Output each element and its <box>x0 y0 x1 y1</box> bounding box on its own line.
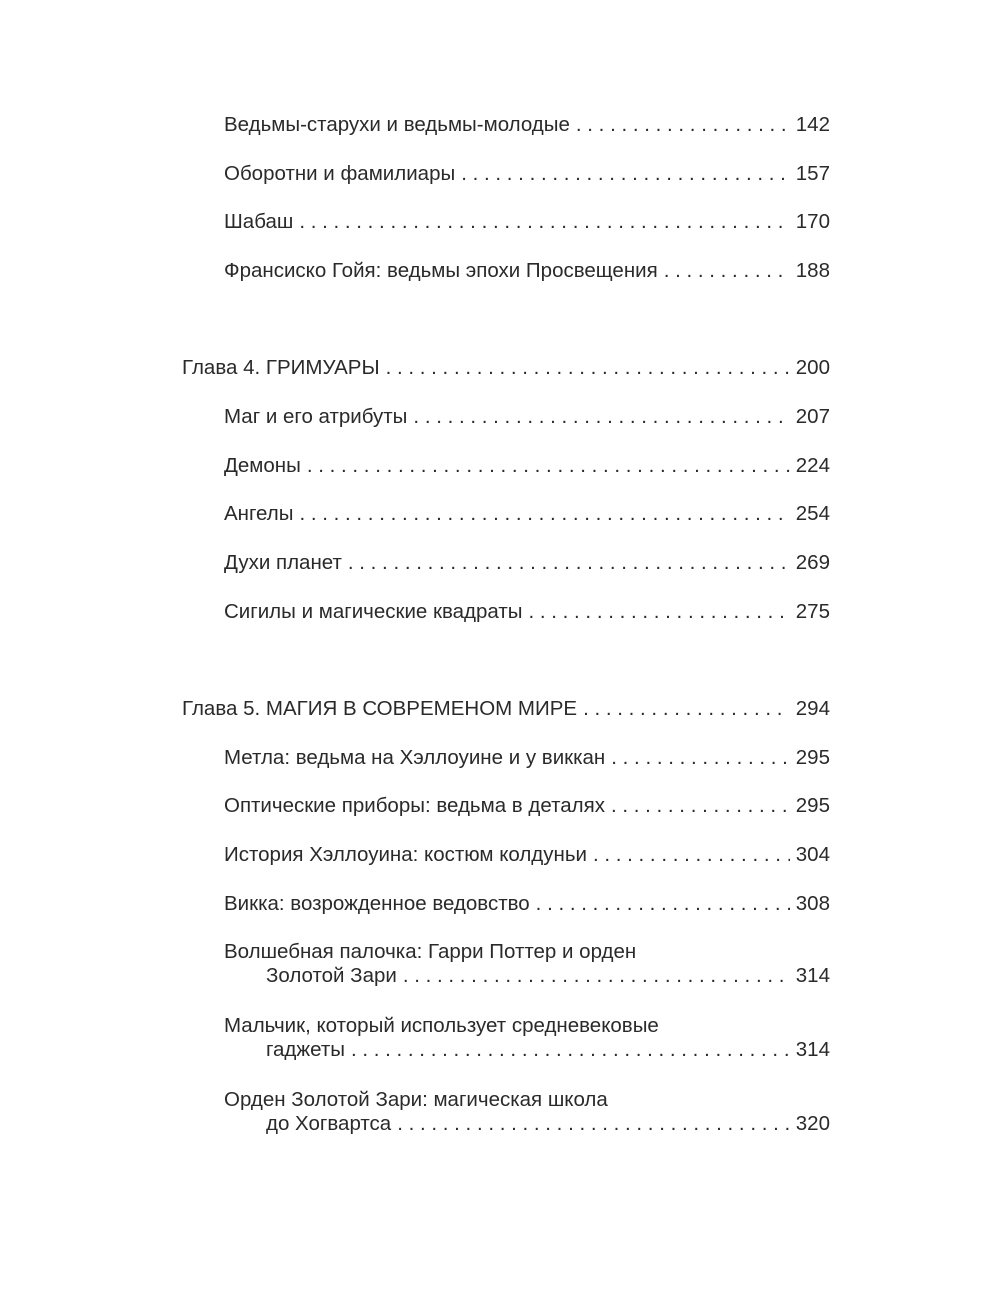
toc-entry[interactable] <box>224 551 830 575</box>
chapter-title: Глава 5. МАГИЯ В СОВРЕМЕНОМ МИРЕ <box>182 697 578 720</box>
chapter-title: Глава 4. ГРИМУАРЫ <box>182 356 380 379</box>
toc-entry-page: 294 <box>795 697 830 720</box>
toc-entry-title: Метла: ведьма на Хэллоуине и у виккан <box>224 746 606 769</box>
dot-leader <box>611 746 790 770</box>
dot-leader <box>576 113 790 137</box>
toc-entry-title: Маг и его атрибуты <box>224 405 408 428</box>
toc-entry-page: 200 <box>795 356 830 379</box>
toc-entry[interactable] <box>224 794 830 818</box>
dot-leader <box>461 162 790 186</box>
dot-leader <box>397 1112 790 1136</box>
dot-leader <box>611 794 790 818</box>
dot-leader <box>386 356 790 380</box>
toc-entry[interactable] <box>224 162 830 186</box>
toc-entry[interactable] <box>224 454 830 478</box>
toc-entry[interactable] <box>224 746 830 770</box>
toc-entry[interactable] <box>224 405 830 429</box>
toc-entry-page: 188 <box>795 259 830 282</box>
dot-leader <box>664 259 790 283</box>
toc-chapter-entry[interactable] <box>182 356 830 380</box>
toc-entry[interactable] <box>224 892 830 916</box>
toc-entry-page: 295 <box>795 794 830 817</box>
toc-entry[interactable] <box>224 940 830 988</box>
toc-entry-title: Оптические приборы: ведьма в деталях <box>224 794 605 817</box>
toc-entry-title-line1: Орден Золотой Зари: магическая школа <box>224 1088 608 1111</box>
dot-leader <box>593 843 790 867</box>
toc-entry[interactable] <box>224 1088 830 1136</box>
toc-entry-page: 308 <box>795 892 830 915</box>
toc-entry-title-line1: Мальчик, который использует средневековые <box>224 1014 659 1037</box>
toc-entry[interactable] <box>224 502 830 526</box>
toc-entry-title-line2: до Хогвартса <box>266 1112 392 1135</box>
toc-entry-title: Викка: возрожденное ведовство <box>224 892 530 915</box>
toc-entry-title: Ведьмы-старухи и ведьмы-молодые <box>224 113 570 136</box>
toc-chapter-entry[interactable] <box>182 697 830 721</box>
toc-entry-title-line1: Волшебная палочка: Гарри Поттер и орден <box>224 940 637 963</box>
toc-entry-title-line2: гаджеты <box>266 1038 345 1061</box>
toc-entry-title-line2: Золотой Зари <box>266 964 397 987</box>
dot-leader <box>351 1038 790 1062</box>
toc-entry-page: 314 <box>795 1038 830 1061</box>
dot-leader <box>299 210 789 234</box>
toc-entry-title: Франсиско Гойя: ведьмы эпохи Просвещения <box>224 259 658 282</box>
toc-entry[interactable] <box>224 210 830 234</box>
toc-entry-title: Демоны <box>224 454 301 477</box>
toc-entry-page: 314 <box>795 964 830 987</box>
toc-entry-page: 254 <box>795 502 830 525</box>
toc-entry-page: 295 <box>795 746 830 769</box>
toc-entry-page: 142 <box>795 113 830 136</box>
toc-entry[interactable] <box>224 843 830 867</box>
dot-leader <box>403 964 790 988</box>
toc-entry-page: 207 <box>795 405 830 428</box>
toc-entry[interactable] <box>224 1014 830 1062</box>
toc-entry-title: Оборотни и фамилиары <box>224 162 456 185</box>
toc-entry-title: Ангелы <box>224 502 294 525</box>
toc-entry-page: 275 <box>795 600 830 623</box>
toc-entry-page: 269 <box>795 551 830 574</box>
toc-entry[interactable] <box>224 600 830 624</box>
toc-entry-page: 170 <box>795 210 830 233</box>
toc-entry-title: История Хэллоуина: костюм колдуньи <box>224 843 587 866</box>
toc-entry-title: Шабаш <box>224 210 294 233</box>
dot-leader <box>413 405 789 429</box>
toc-entry[interactable] <box>224 113 830 137</box>
toc-entry-page: 304 <box>795 843 830 866</box>
dot-leader <box>583 697 790 721</box>
dot-leader <box>536 892 790 916</box>
dot-leader <box>307 454 790 478</box>
toc-entry-page: 320 <box>795 1112 830 1135</box>
dot-leader <box>348 551 790 575</box>
toc-entry-page: 224 <box>795 454 830 477</box>
dot-leader <box>528 600 789 624</box>
toc-entry[interactable] <box>224 259 830 283</box>
toc-entry-page: 157 <box>795 162 830 185</box>
toc-entry-title: Духи планет <box>224 551 342 574</box>
toc-entry-title: Сигилы и магические квадраты <box>224 600 523 623</box>
dot-leader <box>299 502 789 526</box>
